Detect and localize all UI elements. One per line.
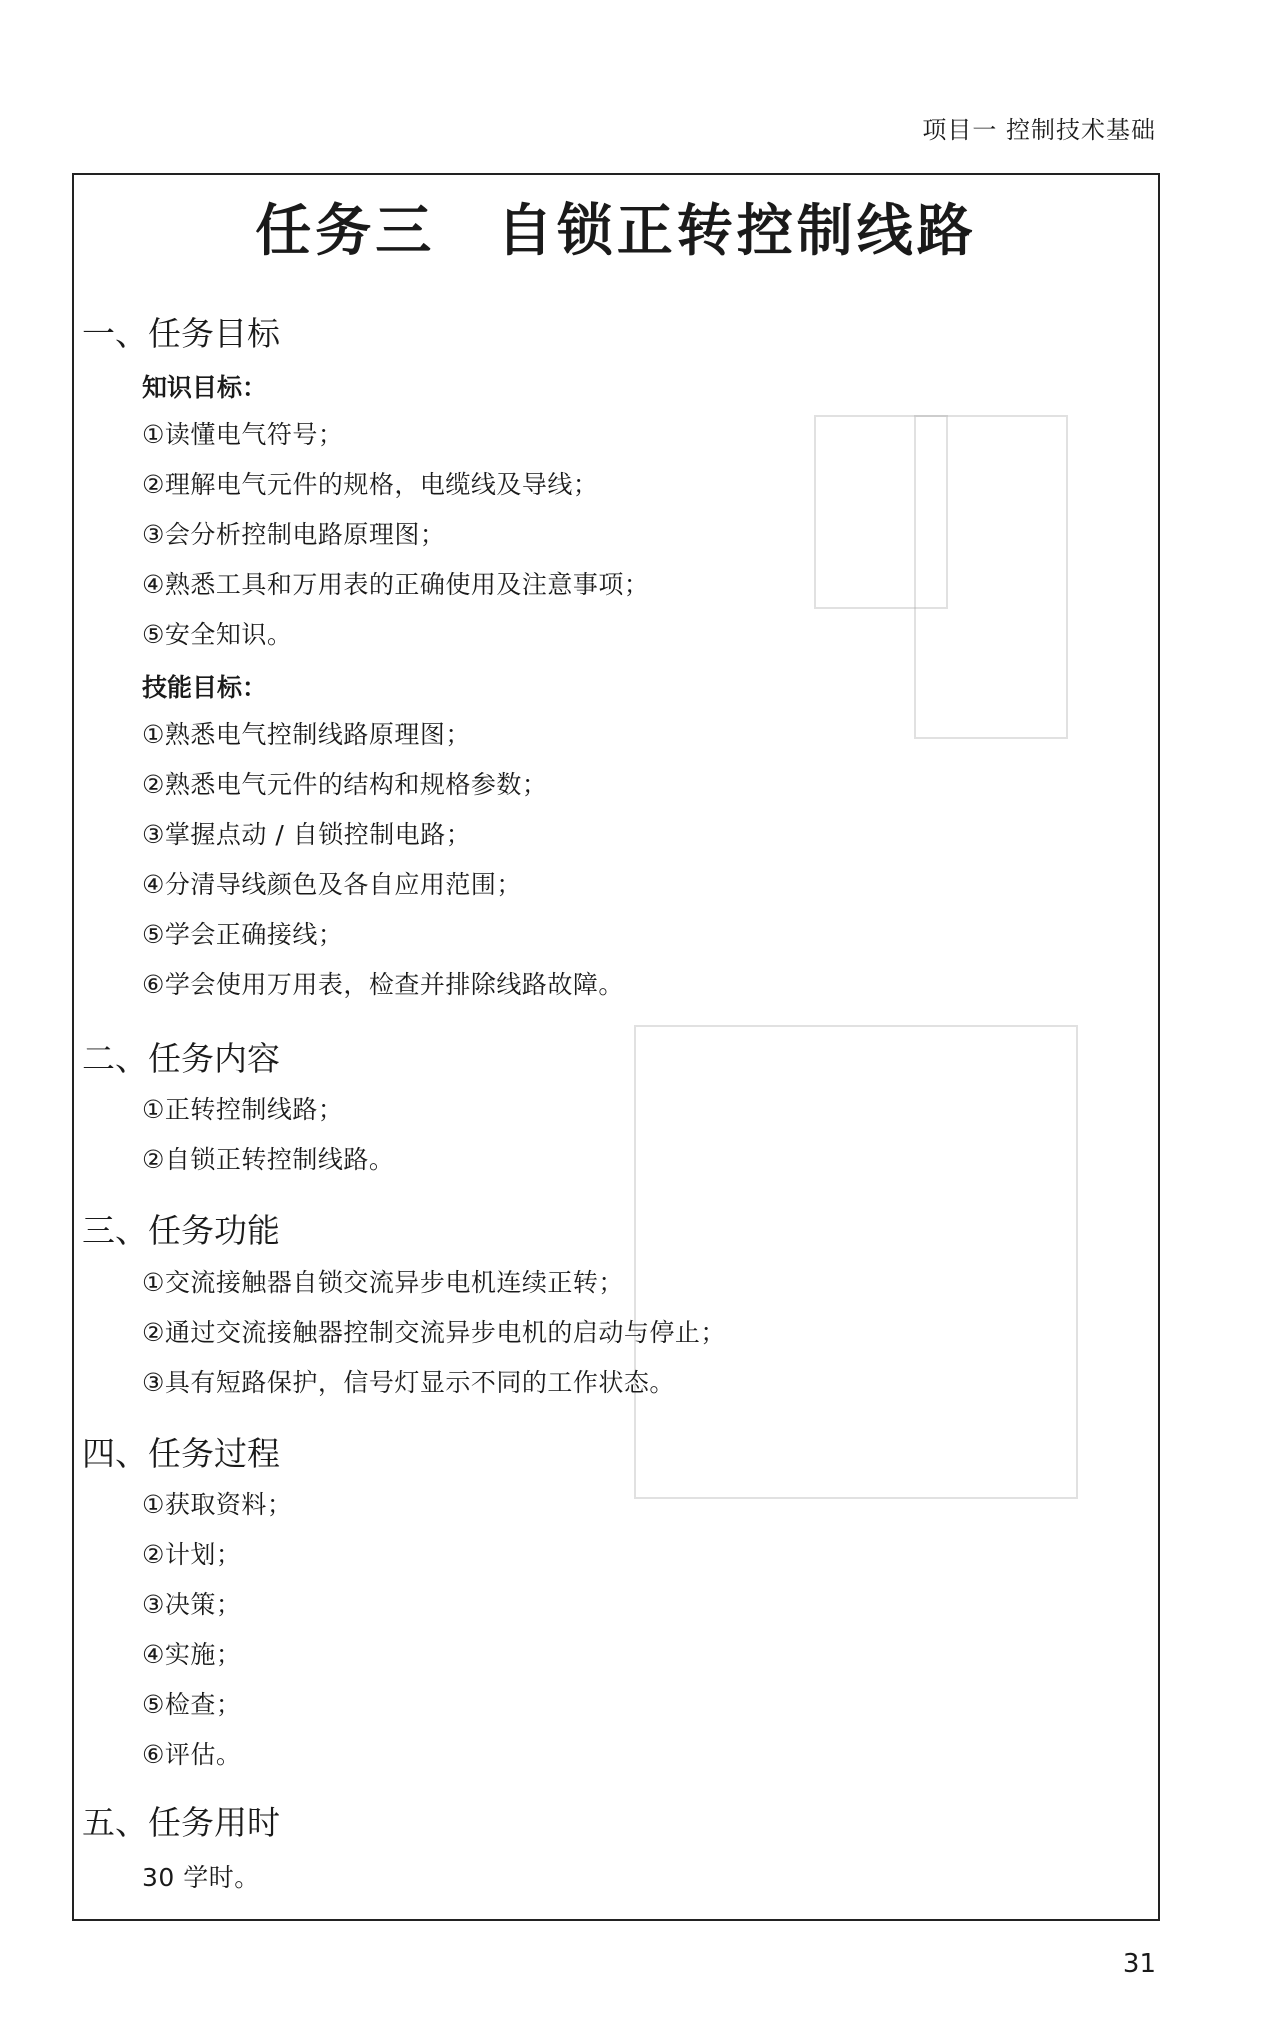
list-item: ④实施； (142, 1640, 242, 1669)
list-item: ①获取资料； (142, 1490, 293, 1519)
page-number: 31 (1122, 1949, 1156, 1979)
list-item: ②自锁正转控制线路。 (142, 1145, 395, 1174)
list-item: ①正转控制线路； (142, 1095, 344, 1124)
show-through-diagram (914, 415, 1068, 739)
task-duration: 30 学时。 (142, 1863, 260, 1892)
list-item: ⑤检查； (142, 1690, 242, 1719)
list-item: ⑥评估。 (142, 1740, 242, 1769)
list-item: ④分清导线颜色及各自应用范围； (142, 870, 522, 899)
list-item: ①熟悉电气控制线路原理图； (142, 720, 471, 749)
knowledge-goals-label: 知识目标： (142, 373, 268, 402)
section-heading-process: 四、任务过程 (82, 1434, 280, 1473)
section-heading-content: 二、任务内容 (82, 1039, 280, 1078)
list-item: ②熟悉电气元件的结构和规格参数； (142, 770, 548, 799)
skill-goals-label: 技能目标： (142, 673, 268, 702)
section-heading-goals: 一、任务目标 (82, 314, 280, 353)
list-item: ⑥学会使用万用表，检查并排除线路故障。 (142, 970, 624, 999)
show-through-table (634, 1025, 1078, 1499)
list-item: ③掌握点动 / 自锁控制电路； (142, 820, 472, 849)
list-item: ⑤安全知识。 (142, 620, 293, 649)
list-item: ①读懂电气符号； (142, 420, 344, 449)
list-item: ②计划； (142, 1540, 242, 1569)
list-item: ③决策； (142, 1590, 242, 1619)
list-item: ③具有短路保护，信号灯显示不同的工作状态。 (142, 1368, 675, 1397)
list-item: ③会分析控制电路原理图； (142, 520, 446, 549)
content-frame (72, 173, 1160, 1921)
list-item: ④熟悉工具和万用表的正确使用及注意事项； (142, 570, 650, 599)
page-title: 任务三 自锁正转控制线路 (255, 198, 977, 264)
section-heading-function: 三、任务功能 (82, 1211, 280, 1250)
list-item: ②理解电气元件的规格，电缆线及导线； (142, 470, 599, 499)
running-header: 项目一 控制技术基础 (922, 116, 1156, 144)
list-item: ①交流接触器自锁交流异步电机连续正转； (142, 1268, 624, 1297)
list-item: ⑤学会正确接线； (142, 920, 344, 949)
section-heading-time: 五、任务用时 (82, 1803, 280, 1842)
list-item: ②通过交流接触器控制交流异步电机的启动与停止； (142, 1318, 726, 1347)
